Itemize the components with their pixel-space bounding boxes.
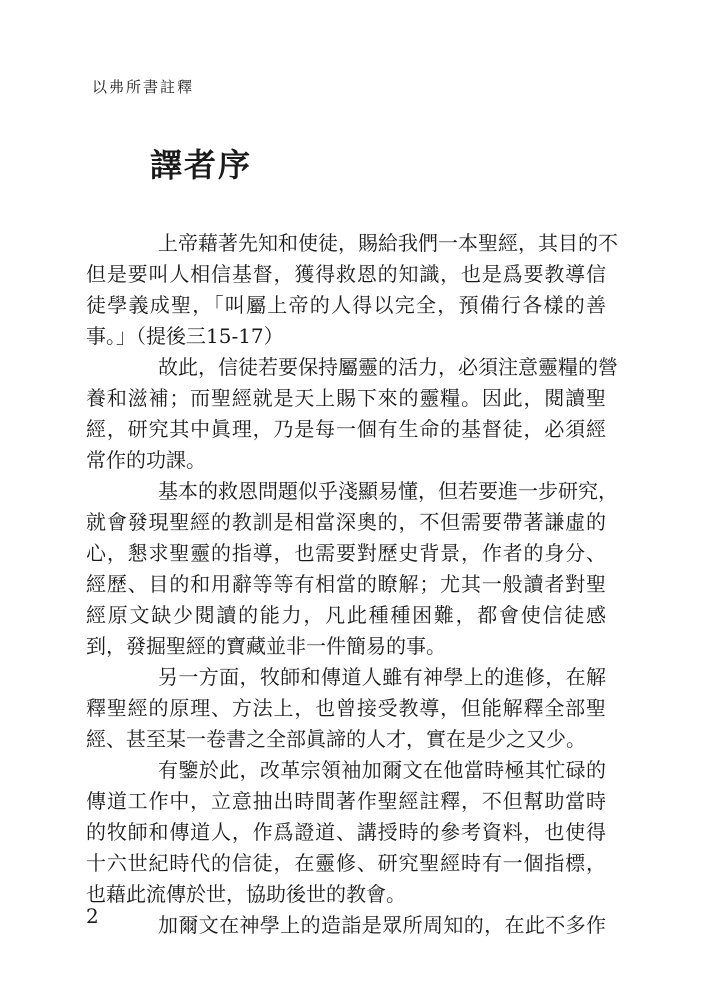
- text-line: 基本的救恩問題似乎淺顯易懂，但若要進一步研究，: [158, 479, 618, 503]
- text-line: 傳道工作中，立意抽出時間著作聖經註釋，不但幫助當時: [86, 789, 606, 813]
- text-line: 經、甚至某一卷書之全部眞諦的人才，實在是少之又少。: [86, 727, 586, 751]
- text-line: 的牧師和傳道人，作爲證道、講授時的參考資料，也使得: [86, 820, 606, 844]
- page-title: 譯者序: [150, 146, 253, 184]
- text-line: 故此，信徒若要保持屬靈的活力，必須注意靈糧的營: [158, 355, 618, 379]
- text-line: 心，懇求聖靈的指導，也需要對歷史背景，作者的身分、: [86, 541, 606, 565]
- text-line: 就會發現聖經的教訓是相當深奧的，不但需要帶著謙虛的: [86, 510, 606, 534]
- text-line: 有鑒於此，改革宗領袖加爾文在他當時極其忙碌的: [158, 758, 606, 782]
- text-line: 徒學義成聖，「叫屬上帝的人得以完全，預備行各樣的善: [86, 293, 606, 317]
- text-line: 十六世紀時代的信徒，在靈修、研究聖經時有一個指標，: [86, 851, 606, 875]
- running-header: 以弗所書註釋: [92, 78, 195, 96]
- text-line: 加爾文在神學上的造詣是眾所周知的，在此不多作: [158, 913, 606, 937]
- page-number: 2: [86, 904, 99, 928]
- text-line: 到，發掘聖經的寶藏並非一件簡易的事。: [86, 634, 446, 658]
- text-line: 養和滋補；而聖經就是天上賜下來的靈糧。因此，閱讀聖: [86, 386, 606, 410]
- text-line: 經，研究其中眞理，乃是每一個有生命的基督徒，必須經: [86, 417, 606, 441]
- text-line: 經原文缺少閱讀的能力，凡此種種困難，都會使信徒感: [86, 603, 606, 627]
- text-line: 也藉此流傳於世，協助後世的教會。: [86, 882, 406, 906]
- text-line: 經歷、目的和用辭等等有相當的瞭解；尤其一般讀者對聖: [86, 572, 606, 596]
- text-line: 上帝藉著先知和使徒，賜給我們一本聖經，其目的不: [158, 231, 618, 255]
- text-line: 但是要叫人相信基督，獲得救恩的知識，也是爲要教導信: [86, 262, 606, 286]
- text-line: 事。」（提後三15-17）: [86, 324, 284, 348]
- body-text: [86, 228, 618, 941]
- text-line: 常作的功課。: [86, 448, 206, 472]
- text-line: 另一方面，牧師和傳道人雖有神學上的進修，在解: [158, 665, 606, 689]
- text-line: 釋聖經的原理、方法上，也曾接受教導，但能解釋全部聖: [86, 696, 606, 720]
